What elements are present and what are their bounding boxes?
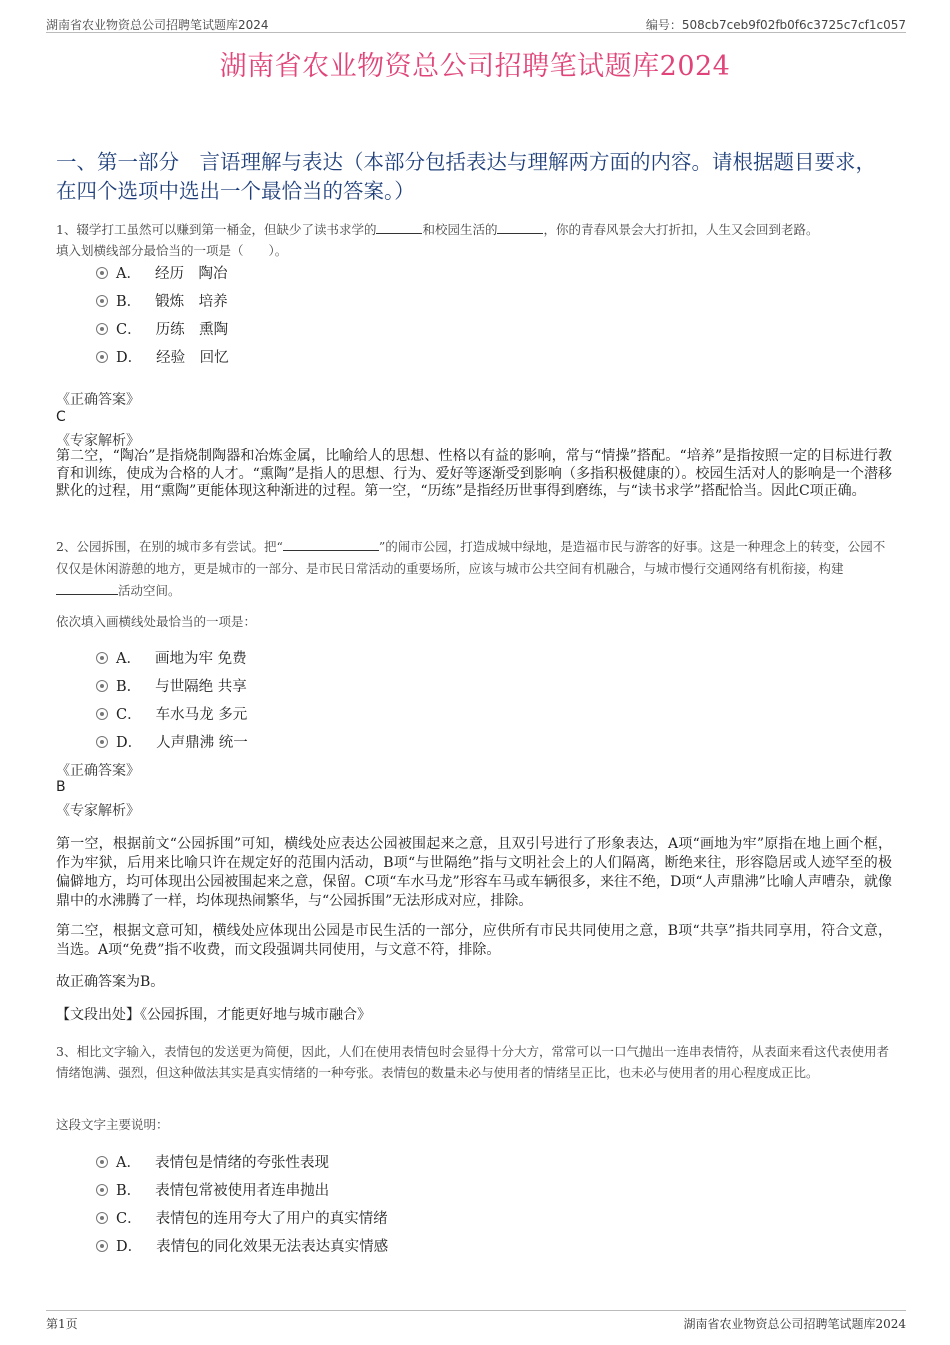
q2-text-c: 活动空间。 — [118, 583, 181, 598]
q2-answer: B — [56, 779, 66, 795]
q1-option-c[interactable] — [96, 318, 228, 340]
question-3-stem: 3、相比文字输入，表情包的发送更为简便，因此，人们在使用表情包时会显得十分大方，常常可以一口气抛出一连串表情符，从表面来看这代表使用者情绪饱满、强烈，但这种做法其实是真实情绪的一种夸张。表情包的数量未必与使用者的情绪呈正比，也未必与使用者的用心程度成正比。 — [56, 1044, 889, 1080]
q1-analysis: 第二空，“陶冶”是指烧制陶器和冶炼金属，比喻给人的思想、性格以有益的影响，常与“情操”搭配。“培养”是指按照一定的目标进行教育和训练，使成为合格的人才。“熏陶”是指人的思想、行为、爱好等逐渐受到影响（多指积极健康的）。校园生活对人的影响是一个潜移默化的过程，用“熏陶”更能体现这种渐进的过程。第一空，“历练”是指经历世事得到磨练，与“读书求学”搭配恰当。因此C项正确。 — [56, 448, 892, 499]
option-key: D． — [116, 1239, 143, 1255]
option-text: 人声鼎沸 统一 — [156, 735, 248, 751]
radio-icon[interactable] — [96, 1212, 108, 1224]
option-text: 车水马龙 多元 — [155, 707, 248, 723]
q1-analysis-label: 《专家解析》 — [56, 433, 140, 449]
option-key: C． — [116, 707, 142, 723]
q2-text-b: ”的闹市公园，打造成城中绿地，是造福市民与游客的好事。这是一种理念上的转变，公园不仅仅是休闲游憩的地方，更是城市的一部分、是市民日常活动的重要场所，应该与城市公共空间有机融合，与城市慢行交通网络有机衔接，构建 — [56, 539, 886, 576]
option-key: C． — [116, 1211, 142, 1227]
q1-option-a[interactable] — [96, 262, 227, 284]
option-key: B． — [116, 679, 142, 695]
radio-icon[interactable] — [96, 736, 108, 748]
option-text: 历练 熏陶 — [155, 322, 229, 338]
q2-analysis-label: 《专家解析》 — [56, 803, 140, 819]
q2-analysis-3: 故正确答案为B。 — [56, 974, 165, 990]
option-key: B． — [116, 1183, 142, 1199]
q3-option-b[interactable] — [96, 1179, 329, 1201]
page-header — [46, 14, 906, 33]
option-key: A． — [116, 651, 141, 667]
question-2-stem — [56, 536, 892, 602]
q1-answer-label: 《正确答案》 — [56, 392, 140, 408]
option-text: 画地为牢 免费 — [154, 651, 247, 667]
option-text: 表情包是情绪的夸张性表现 — [154, 1155, 329, 1171]
q1-option-b[interactable] — [96, 290, 228, 312]
option-text: 经验 回忆 — [156, 350, 229, 366]
page-number: 第1页 — [46, 1317, 78, 1331]
radio-icon[interactable] — [96, 1184, 108, 1196]
radio-icon[interactable] — [96, 652, 108, 664]
option-key: D． — [116, 350, 143, 366]
q2-answer-label: 《正确答案》 — [56, 763, 140, 779]
q1-blank-2 — [497, 220, 543, 234]
q1-answer: C — [56, 409, 66, 425]
q1-prompt: 填入划横线部分最恰当的一项是（ ）。 — [56, 243, 288, 258]
radio-icon[interactable] — [96, 323, 108, 335]
q2-option-b[interactable] — [96, 675, 247, 697]
option-text: 表情包的连用夸大了用户的真实情绪 — [155, 1211, 388, 1227]
option-text: 表情包的同化效果无法表达真实情感 — [156, 1239, 389, 1255]
q3-prompt: 这段文字主要说明： — [56, 1117, 169, 1132]
option-text: 经历 陶冶 — [154, 266, 228, 282]
q1-option-d[interactable] — [96, 346, 229, 368]
q1-blank-1 — [376, 220, 422, 234]
q1-text-a: 1、辍学打工虽然可以赚到第一桶金，但缺少了读书求学的 — [56, 222, 377, 237]
radio-icon[interactable] — [96, 680, 108, 692]
radio-icon[interactable] — [96, 708, 108, 720]
q3-option-d[interactable] — [96, 1235, 388, 1257]
q2-option-c[interactable] — [96, 703, 247, 725]
q2-option-d[interactable] — [96, 731, 248, 753]
option-key: A． — [116, 266, 141, 282]
page-title: 湖南省农业物资总公司招聘笔试题库2024 — [219, 51, 731, 82]
q2-analysis-2: 第二空，根据文意可知，横线处应体现出公园是市民生活的一部分，应供所有市民共同使用之意，B项“共享”指共同享用，符合文意，当选。A项“免费”指不收费，而文段强调共同使用，与文意不符，排除。 — [56, 923, 892, 958]
q2-analysis-1: 第一空，根据前文“公园拆围”可知，横线处应表达公园被围起来之意，且双引号进行了形象表达，A项“画地为牢”原指在地上画个框，作为牢狱，后用来比喻只许在规定好的范围内活动，B项“与世隔绝”指与文明社会上的人们隔离，断绝来往，形容隐居或人迹罕至的极偏僻地方，均可体现出公园被围起来之意，保留。C项“车水马龙”形容车马或车辆很多，来往不绝，D项“人声鼎沸”比喻人声嘈杂，就像鼎中的水沸腾了一样，均体现热闹繁华，与“公园拆围”无法形成对应，排除。 — [56, 836, 892, 909]
radio-icon[interactable] — [96, 267, 108, 279]
question-1-stem — [56, 219, 892, 261]
q2-option-a[interactable] — [96, 647, 247, 669]
header-serial: 编号：508cb7ceb9f02fb0f6c3725c7cf1c057 — [645, 18, 906, 32]
q2-blank-2 — [56, 581, 118, 595]
radio-icon[interactable] — [96, 1156, 108, 1168]
option-key: B． — [116, 294, 142, 310]
option-key: C． — [116, 322, 142, 338]
section-heading: 一、第一部分 言语理解与表达（本部分包括表达与理解两方面的内容。请根据题目要求，在四个选项中选出一个最恰当的答案。） — [56, 150, 876, 203]
q1-text-b: 和校园生活的 — [422, 222, 498, 237]
q3-option-a[interactable] — [96, 1151, 329, 1173]
radio-icon[interactable] — [96, 1240, 108, 1252]
q3-option-c[interactable] — [96, 1207, 388, 1229]
option-key: A． — [116, 1155, 141, 1171]
option-text: 与世隔绝 共享 — [155, 679, 247, 695]
q2-blank-1 — [283, 537, 379, 551]
radio-icon[interactable] — [96, 295, 108, 307]
q2-source: 【文段出处】《公园拆围，才能更好地与城市融合》 — [56, 1007, 371, 1023]
q1-text-c: ，你的青春风景会大打折扣，人生又会回到老路。 — [543, 222, 819, 237]
option-text: 表情包常被使用者连串抛出 — [155, 1183, 330, 1199]
option-key: D． — [116, 735, 143, 751]
page-footer — [46, 1310, 906, 1331]
option-text: 锻炼 培养 — [155, 294, 228, 310]
footer-title: 湖南省农业物资总公司招聘笔试题库2024 — [683, 1317, 906, 1331]
header-title: 湖南省农业物资总公司招聘笔试题库2024 — [46, 18, 269, 32]
q2-text-a: 2、公园拆围，在别的城市多有尝试。把“ — [56, 539, 283, 554]
radio-icon[interactable] — [96, 351, 108, 363]
q2-prompt: 依次填入画横线处最恰当的一项是： — [56, 614, 257, 629]
